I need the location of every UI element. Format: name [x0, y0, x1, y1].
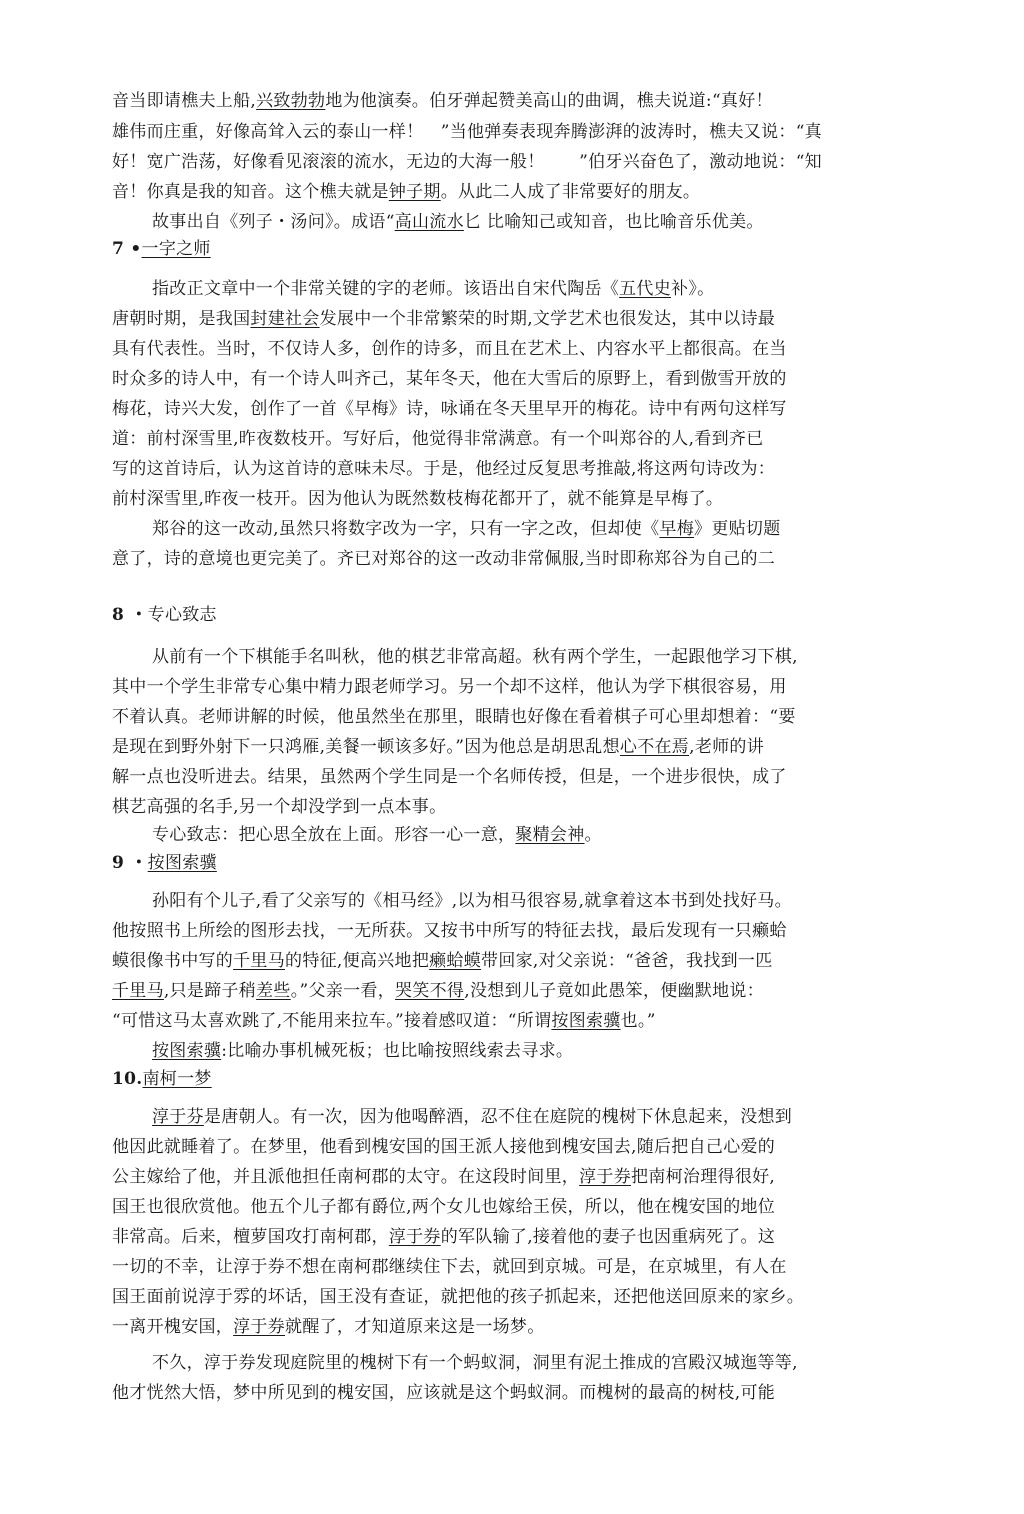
story8-line-3: 不着认真。老师讲解的时候，他虽然坐在那里，眼睛也好像在看着棋子可心里却想着：“要 [112, 707, 796, 727]
story9-line-6: 按图索骥:比喻办事机械死板；也比喻按照线索去寻求。 [152, 1041, 574, 1061]
story7-line-3: 具有代表性。当时，不仅诗人多，创作的诗多，而且在艺术上、内容水平上都很高。在当 [112, 339, 787, 359]
story8-line-6: 棋艺高强的名手,另一个却没学到一点本事。 [112, 797, 447, 817]
story10-line-8: 一离开槐安国，淳于券就醒了，才知道原来这是一场梦。 [112, 1317, 545, 1337]
story6-line-2: 雄伟而庄重，好像高耸入云的泰山一样！ ”当他弹奏表现奔腾澎湃的波涛时，樵夫又说：“真 [112, 122, 822, 142]
story10-line-4: 国王也很欣赏他。他五个儿子都有爵位,两个女儿也嫁给王侯，所以，他在槐安国的地位 [112, 1197, 776, 1217]
story7-heading: 7 •一字之师 [112, 239, 211, 259]
story10-line-10: 他才恍然大悟，梦中所见到的槐安国，应该就是这个蚂蚁洞。而槐树的最高的树枝,可能 [112, 1383, 776, 1403]
story7-line-2: 唐朝时期，是我国封建社会发展中一个非常繁荣的时期,文学艺术也很发达，其中以诗最 [112, 309, 776, 329]
story6-line-4: 音！你真是我的知音。这个樵夫就是钟子期。从此二人成了非常要好的朋友。 [112, 182, 701, 202]
story7-line-9: 郑谷的这一改动,虽然只将数字改为一字，只有一字之改，但却使《早梅》更贴切题 [152, 519, 781, 539]
story9-line-2: 他按照书上所绘的图形去找，一无所获。又按书中所写的特征去找，最后发现有一只癞蛤 [112, 921, 787, 941]
story7-line-7: 写的这首诗后，认为这首诗的意味未尽。于是，他经过反复思考推敲,将这两句诗改为： [112, 459, 776, 479]
story8-heading: 8 ・专心致志 [112, 605, 217, 625]
story8-line-2: 其中一个学生非常专心集中精力跟老师学习。另一个却不这样，他认为学下棋很容易，用 [112, 677, 787, 697]
story9-heading: 9 ・按图索骥 [112, 853, 217, 873]
story10-line-5: 非常高。后来，檀萝国攻打南柯郡，淳于券的军队输了,接着他的妻子也因重病死了。这 [112, 1227, 776, 1247]
story6-line-3: 好！宽广浩荡，好像看见滚滚的流水，无边的大海一般！ ”伯牙兴奋色了，激动地说：“知 [112, 152, 822, 172]
story10-heading: 10.南柯一梦 [112, 1069, 212, 1089]
story7-line-4: 时众多的诗人中，有一个诗人叫齐己，某年冬天，他在大雪后的原野上，看到傲雪开放的 [112, 369, 787, 389]
story8-line-4: 是现在到野外射下一只鸿雁,美餐一顿该多好。”因为他总是胡思乱想心不在焉,老师的讲 [112, 737, 765, 757]
story7-line-8: 前村深雪里,昨夜一枝开。因为他认为既然数枝梅花都开了，就不能算是早梅了。 [112, 489, 724, 509]
story9-line-5: “可惜这马太喜欢跳了,不能用来拉车。”接着感叹道：“所谓按图索骥也。” [112, 1011, 656, 1031]
story7-line-1: 指改正文章中一个非常关键的字的老师。该语出自宋代陶岳《五代史补》。 [152, 279, 715, 299]
story9-line-1: 孙阳有个儿子,看了父亲写的《相马经》,以为相马很容易,就拿着这本书到处找好马。 [152, 891, 792, 911]
story10-line-1: 淳于芬是唐朝人。有一次，因为他喝醉酒，忍不住在庭院的槐树下休息起来，没想到 [152, 1107, 793, 1127]
story7-line-6: 道：前村深雪里,昨夜数枝开。写好后，他觉得非常满意。有一个叫郑谷的人,看到齐已 [112, 429, 764, 449]
story10-line-2: 他因此就睡着了。在梦里，他看到槐安国的国王派人接他到槐安国去,随后把自己心爱的 [112, 1137, 776, 1157]
story9-line-3: 蟆很像书中写的千里马的特征,便高兴地把癞蛤蟆带回家,对父亲说：“爸爸，我找到一匹 [112, 951, 773, 971]
story10-line-7: 国王面前说淳于雰的坏话，国王没有查证，就把他的孩子抓起来，还把他送回原来的家乡。 [112, 1287, 804, 1307]
story8-line-7: 专心致志：把心思全放在上面。形容一心一意，聚精会神。 [152, 825, 602, 845]
story9-line-4: 千里马,只是蹄子稍差些。”父亲一看，哭笑不得,没想到儿子竟如此愚笨，便幽默地说： [112, 981, 765, 1001]
story8-line-5: 解一点也没听进去。结果，虽然两个学生同是一个名师传授，但是，一个进步很快，成了 [112, 767, 787, 787]
story10-line-9: 不久，淳于券发现庭院里的槐树下有一个蚂蚁洞，洞里有泥土推成的宫殿汉城迤等等, [152, 1353, 798, 1373]
story10-line-3: 公主嫁给了他，并且派他担任南柯郡的太守。在这段时间里，淳于券把南柯治理得很好, [112, 1167, 776, 1187]
story10-line-6: 一切的不幸，让淳于券不想在南柯郡继续住下去，就回到京城。可是，在京城里，有人在 [112, 1257, 787, 1277]
story7-line-5: 梅花，诗兴大发，创作了一首《早梅》诗，咏诵在冬天里早开的梅花。诗中有两句这样写 [112, 399, 787, 419]
story6-line-1: 音当即请樵夫上船,兴致勃勃地为他演奏。伯牙弹起赞美高山的曲调，樵夫说道:“真好！ [112, 91, 773, 111]
story7-line-10: 意了，诗的意境也更完美了。齐已对郑谷的这一改动非常佩服,当时即称郑谷为自己的二 [112, 549, 776, 569]
story6-line-5: 故事出自《列子・汤问》。成语“高山流水匕 比喻知己或知音，也比喻音乐优美。 [152, 212, 764, 232]
story8-line-1: 从前有一个下棋能手名叫秋，他的棋艺非常高超。秋有两个学生，一起跟他学习下棋, [152, 647, 798, 667]
